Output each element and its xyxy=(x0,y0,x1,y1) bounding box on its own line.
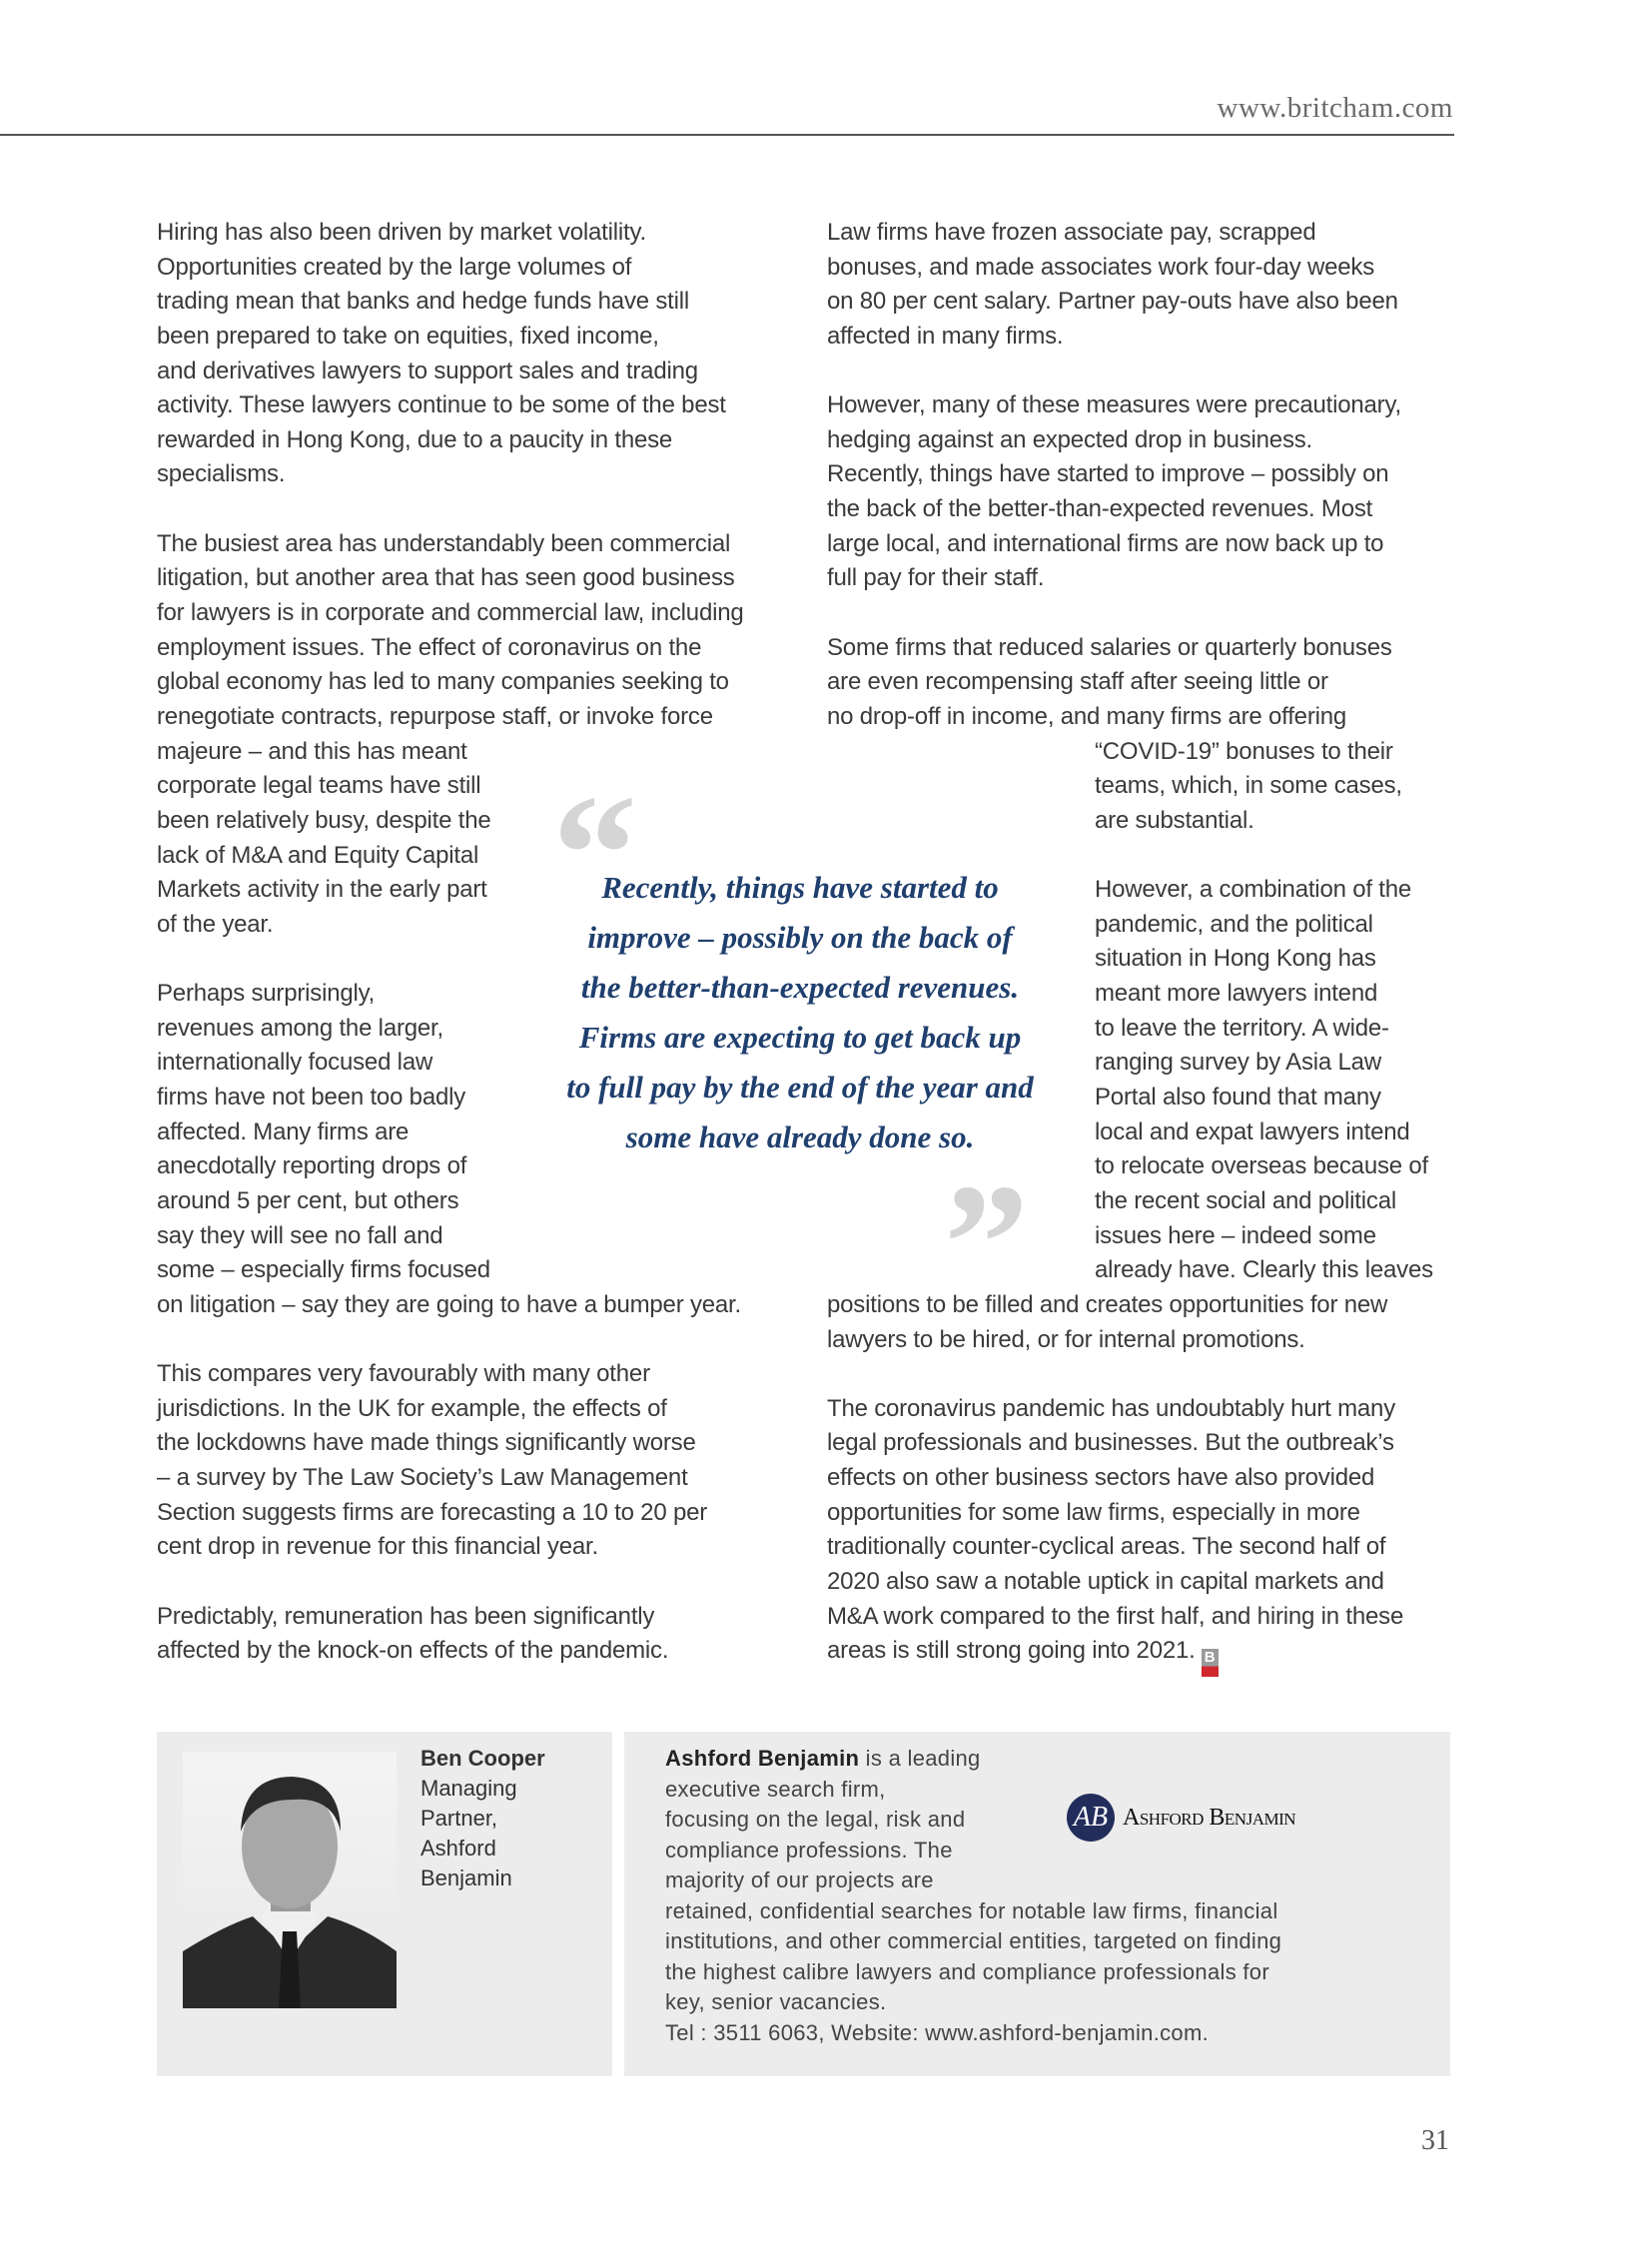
text-line: jurisdictions. In the UK for example, the effects of xyxy=(157,1394,667,1422)
pull-quote-line: the better-than-expected revenues. xyxy=(580,970,1020,1005)
pull-quote-line: some have already done so. xyxy=(625,1120,975,1154)
paragraph-gap xyxy=(827,355,1433,389)
pull-quote-line: to full pay by the end of the year and xyxy=(566,1070,1034,1105)
pull-quote-line: Firms are expecting to get back up xyxy=(578,1020,1022,1055)
text-line: litigation, but another area that has seen good business xyxy=(157,564,735,592)
website-url: www.britcham.com xyxy=(1217,92,1453,124)
text-line: the recent social and political xyxy=(1095,1186,1396,1214)
paragraph-gap xyxy=(827,596,1433,631)
text-line: However, a combination of the xyxy=(1095,876,1412,904)
logo-text: Ashford Benjamin xyxy=(1123,1804,1296,1831)
pull-quote xyxy=(530,863,1070,1162)
text-line: bonuses, and made associates work four-day weeks xyxy=(827,253,1375,281)
about-line: key, senior vacancies. xyxy=(665,1989,887,2014)
text-line: activity. These lawyers continue to be some of the best xyxy=(157,391,726,419)
text-line: lawyers to be hired, or for internal promotions. xyxy=(827,1325,1305,1353)
about-line: retained, confidential searches for notable law firms, financial xyxy=(665,1897,1278,1923)
author-bio xyxy=(420,1744,545,1893)
end-of-article-icon: B xyxy=(1202,1649,1219,1677)
text-line: traditionally counter-cyclical areas. The second half of xyxy=(827,1533,1386,1561)
text-line: ranging survey by Asia Law xyxy=(1095,1049,1381,1077)
text-line: hedging against an expected drop in business. xyxy=(827,425,1313,453)
text-line: majeure – and this has meant xyxy=(157,737,467,765)
text-line: teams, which, in some cases, xyxy=(1095,772,1402,800)
text-line: global economy has led to many companies seeking to xyxy=(157,668,729,696)
text-line: specialisms. xyxy=(157,460,286,488)
text-line: revenues among the larger, xyxy=(157,1014,443,1042)
text-line: rewarded in Hong Kong, due to a paucity in these xyxy=(157,425,673,453)
text-line: anecdotally reporting drops of xyxy=(157,1152,467,1180)
text-line: legal professionals and businesses. But the outbreak’s xyxy=(827,1429,1394,1457)
text-line: cent drop in revenue for this financial year. xyxy=(157,1533,598,1561)
text-line: the back of the better-than-expected revenues. Most xyxy=(827,495,1373,523)
company-description xyxy=(665,1744,1281,2048)
text-line: Portal also found that many xyxy=(1095,1084,1381,1112)
text-line: pandemic, and the political xyxy=(1095,910,1373,938)
text-line: effects on other business sectors have also provided xyxy=(827,1464,1375,1492)
text-line: Markets activity in the early part xyxy=(157,876,487,904)
text-line: Section suggests firms are forecasting a 10 to 20 per xyxy=(157,1498,708,1526)
about-text: is a leading xyxy=(859,1746,981,1771)
text-line: “COVID-19” bonuses to their xyxy=(1095,737,1393,765)
text-line: the lockdowns have made things significantly worse xyxy=(157,1429,696,1457)
text-line: employment issues. The effect of coronavirus on the xyxy=(157,633,702,661)
text-line: affected. Many firms are xyxy=(157,1118,410,1145)
text-line: local and expat lawyers intend xyxy=(1095,1118,1410,1145)
text-line: 2020 also saw a notable uptick in capital markets and xyxy=(827,1567,1384,1595)
about-line: executive search firm, xyxy=(665,1776,886,1802)
pull-quote-line: Recently, things have started to xyxy=(601,870,999,905)
text-line: full pay for their staff. xyxy=(827,564,1045,592)
about-line: institutions, and other commercial entities, targeted on finding xyxy=(665,1928,1282,1953)
text-line: say they will see no fall and xyxy=(157,1221,443,1249)
paragraph-gap xyxy=(157,1565,744,1600)
text-line: some – especially firms focused xyxy=(157,1256,490,1284)
paragraph-gap xyxy=(157,1323,744,1358)
text-line: trading mean that banks and hedge funds have still xyxy=(157,288,690,316)
text-line: for lawyers is in corporate and commercial law, including xyxy=(157,599,744,627)
text-line: internationally focused law xyxy=(157,1049,433,1077)
text-line: Perhaps surprisingly, xyxy=(157,980,376,1008)
text-line: no drop-off in income, and many firms are offering xyxy=(827,702,1347,730)
text-line: on litigation – say they are going to have a bumper year. xyxy=(157,1290,741,1318)
text-line: on 80 per cent salary. Partner pay-outs have also been xyxy=(827,288,1398,316)
text-line: lack of M&A and Equity Capital xyxy=(157,841,479,869)
text-line: large local, and international firms are now back up to xyxy=(827,529,1384,557)
text-line: areas is still strong going into 2021. B xyxy=(827,1634,1433,1669)
text-line: are substantial. xyxy=(1095,806,1254,834)
text-line: However, many of these measures were precautionary, xyxy=(827,391,1401,419)
text-line: affected by the knock-on effects of the pandemic. xyxy=(157,1637,669,1665)
text-line: Hiring has also been driven by market volatility. xyxy=(157,219,646,246)
text-line: affected in many firms. xyxy=(827,322,1064,350)
about-line: the highest calibre lawyers and compliance professionals for xyxy=(665,1958,1269,1984)
text-line: The busiest area has understandably been commercial xyxy=(157,529,731,557)
text-line: are even recompensing staff after seeing little or xyxy=(827,668,1328,696)
open-quote-icon: “ xyxy=(552,760,637,948)
close-quote-icon: ” xyxy=(944,1149,1029,1337)
text-line: Recently, things have started to improve – possibly on xyxy=(827,460,1389,488)
text-line: This compares very favourably with many other xyxy=(157,1360,650,1388)
about-line: majority of our projects are xyxy=(665,1868,934,1892)
contact-line: Tel : 3511 6063, Website: www.ashford-benjamin.com. xyxy=(665,2019,1209,2045)
paragraph-gap xyxy=(157,492,744,527)
text-line: been relatively busy, despite the xyxy=(157,806,491,834)
text-line: Law firms have frozen associate pay, scrapped xyxy=(827,219,1316,246)
text-line: positions to be filled and creates opportunities for new xyxy=(827,1290,1388,1318)
company-name: Ashford Benjamin xyxy=(665,1746,860,1771)
text-line: Some firms that reduced salaries or quarterly bonuses xyxy=(827,633,1392,661)
about-line: focusing on the legal, risk and xyxy=(665,1807,966,1832)
ashford-benjamin-logo xyxy=(1067,1794,1295,1842)
logo-monogram-icon: AB xyxy=(1067,1794,1115,1842)
text-line: firms have not been too badly xyxy=(157,1084,466,1112)
text-line: Opportunities created by the large volumes of xyxy=(157,253,632,281)
author-title-line: Benjamin xyxy=(420,1866,512,1890)
text-line: Predictably, remuneration has been significantly xyxy=(157,1602,655,1630)
author-title-line: Managing xyxy=(420,1776,517,1801)
text-line: of the year. xyxy=(157,910,274,938)
author-title-line: Partner, xyxy=(420,1806,498,1831)
text-line: to leave the territory. A wide- xyxy=(1095,1014,1389,1042)
author-photo xyxy=(183,1752,397,2008)
text-line: already have. Clearly this leaves xyxy=(1095,1256,1433,1284)
page-number: 31 xyxy=(1421,2125,1449,2156)
text-line: around 5 per cent, but others xyxy=(157,1186,459,1214)
text-line: renegotiate contracts, repurpose staff, or invoke force xyxy=(157,702,713,730)
author-name: Ben Cooper xyxy=(420,1746,545,1771)
text-line: opportunities for some law firms, especially in more xyxy=(827,1498,1360,1526)
about-line: compliance professions. The xyxy=(665,1837,953,1863)
text-line: meant more lawyers intend xyxy=(1095,980,1378,1008)
text-line: The coronavirus pandemic has undoubtably hurt many xyxy=(827,1394,1396,1422)
pull-quote-line: improve – possibly on the back of xyxy=(587,920,1013,955)
text-line: situation in Hong Kong has xyxy=(1095,945,1376,973)
paragraph-gap xyxy=(827,1357,1433,1392)
text-line: and derivatives lawyers to support sales and trading xyxy=(157,357,698,384)
text-line: corporate legal teams have still xyxy=(157,772,481,800)
header-rule xyxy=(0,134,1454,136)
text-line: issues here – indeed some xyxy=(1095,1221,1376,1249)
text-line: – a survey by The Law Society’s Law Management xyxy=(157,1464,688,1492)
text-line: been prepared to take on equities, fixed income, xyxy=(157,322,659,350)
text-line: to relocate overseas because of xyxy=(1095,1152,1429,1180)
text-line: M&A work compared to the first half, and hiring in these xyxy=(827,1602,1404,1630)
author-title-line: Ashford xyxy=(420,1836,496,1861)
